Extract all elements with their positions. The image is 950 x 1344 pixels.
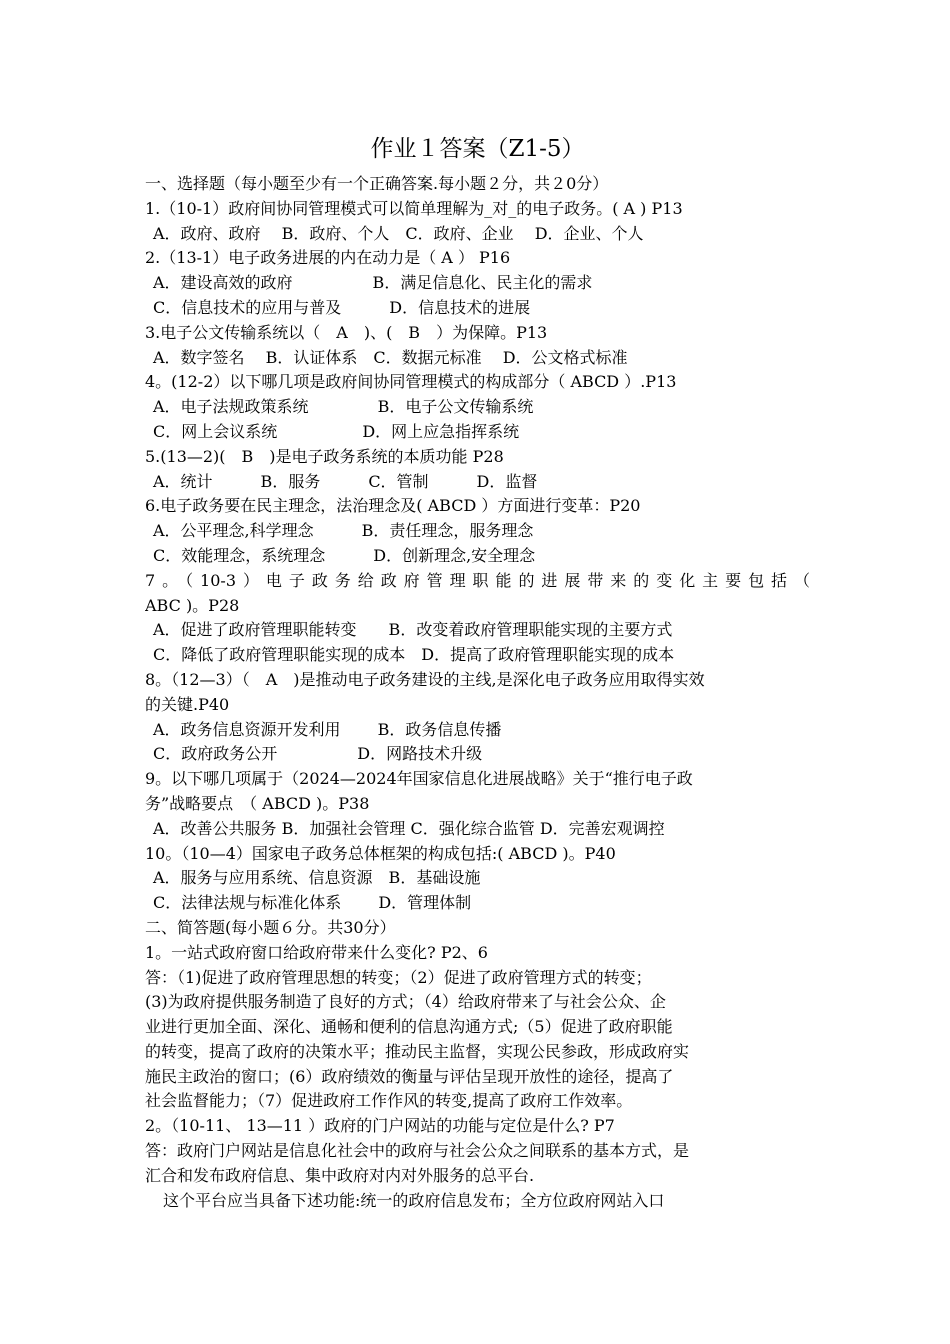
text-line: C．网上会议系统 D．网上应急指挥系统 [153,421,520,441]
text-line: 3.电子公文传输系统以（ A )、( B ）为保障。P13 [145,322,548,342]
text-line: C．信息技术的应用与普及 D．信息技术的进展 [153,297,531,317]
text-line: C．法律法规与标准化体系 D．管理体制 [153,893,472,913]
text-line: 一、选择题（每小题至少有一个正确答案.每小题２分，共２0分） [145,174,609,193]
text-line: 务”战略要点 （ ABCD )。P38 [145,793,370,813]
text-line: A．建设高效的政府 B．满足信息化、民主化的需求 [153,273,593,293]
text-line: 答：政府门户网站是信息化社会中的政府与社会公众之间联系的基本方式，是 [145,1141,690,1161]
text-line: C．政府政务公开 D．网路技术升级 [153,744,483,764]
text-line: A．服务与应用系统、信息资源 B．基础设施 [153,868,481,888]
text-line: 施民主政治的窗口；(6）政府绩效的衡量与评估呈现开放性的途径，提高了 [145,1066,674,1086]
text-line: 的关键.P40 [145,694,230,714]
text-line: A．政务信息资源开发利用 B．政务信息传播 [153,719,502,739]
text-line: (3)为政府提供服务制造了良好的方式；（4）给政府带来了与社会公众、企 [145,992,666,1012]
text-line: 的转变，提高了政府的决策水平；推动民主监督，实现公民参政，形成政府实 [145,1041,690,1061]
text-line: 7。（10-3）电子政务给政府管理职能的进展带来的变化主要包括（ [145,570,810,590]
text-line: A．改善公共服务 B．加强社会管理 C．强化综合监管 D．完善宏观调控 [153,818,665,838]
text-line: 2.（13-1）电子政务进展的内在动力是（ A ） P16 [145,248,511,268]
text-line: A．政府、政府 B．政府、个人 C．政府、企业 D．企业、个人 [153,223,644,243]
text-line: 业进行更加全面、深化、通畅和便利的信息沟通方式;（5）促进了政府职能 [145,1017,673,1037]
text-line: 5.(13—2)( B )是电子政务系统的本质功能 P28 [145,446,504,466]
text-line: 1。一站式政府窗口给政府带来什么变化? P2、6 [145,942,488,962]
text-line: ABC )。P28 [145,595,240,615]
text-line: A．电子法规政策系统 B．电子公文传输系统 [153,397,534,417]
document-body [145,172,810,1213]
text-line: A．促进了政府管理职能转变 B．改变着政府管理职能实现的主要方式 [153,620,673,640]
text-line: 4。(12-2）以下哪几项是政府间协同管理模式的构成部分（ ABCD ）.P13 [145,372,677,392]
text-line: 社会监督能力；（7）促进政府工作作风的转变,提高了政府工作效率。 [145,1091,633,1111]
text-line: 9。以下哪几项属于（2024—2024年国家信息化进展战略》关于“推行电子政 [145,769,693,789]
text-line: A．统计 B．服务 C．管制 D．监督 [153,471,538,491]
text-line: 8。（12—3）（ A )是推动电子政务建设的主线,是深化电子政务应用取得实效 [145,669,705,689]
document-page [145,132,810,1213]
text-line: 2。（10-11、 13—11 ）政府的门户网站的功能与定位是什么? P7 [145,1116,615,1136]
text-line: C．效能理念，系统理念 D．创新理念,安全理念 [153,545,536,565]
text-line: C．降低了政府管理职能实现的成本 D．提高了政府管理职能实现的成本 [153,645,675,665]
text-line: A．公平理念,科学理念 B．责任理念，服务理念 [153,521,534,541]
text-line: 10。（10—4）国家电子政务总体框架的构成包括:( ABCD )。P40 [145,843,616,863]
text-line: 汇合和发布政府信息、集中政府对内对外服务的总平台. [145,1165,535,1185]
text-line: A．数字签名 B．认证体系 C．数据元标准 D．公文格式标准 [153,347,628,367]
text-line: 答：（1)促进了政府管理思想的转变；（2）促进了政府管理方式的转变； [145,967,652,987]
text-line: 6.电子政务要在民主理念，法治理念及( ABCD ）方面进行变革：P20 [145,496,641,516]
text-line: 二、简答题(每小题６分。共30分） [145,917,396,937]
text-line: 这个平台应当具备下述功能:统一的政府信息发布；全方位政府网站入口 [163,1190,665,1210]
document-title: 作业１答案（Z1-5） [370,136,585,162]
text-line: 1.（10-1）政府间协同管理模式可以简单理解为_对_的电子政务。( A ) P13 [145,198,683,218]
